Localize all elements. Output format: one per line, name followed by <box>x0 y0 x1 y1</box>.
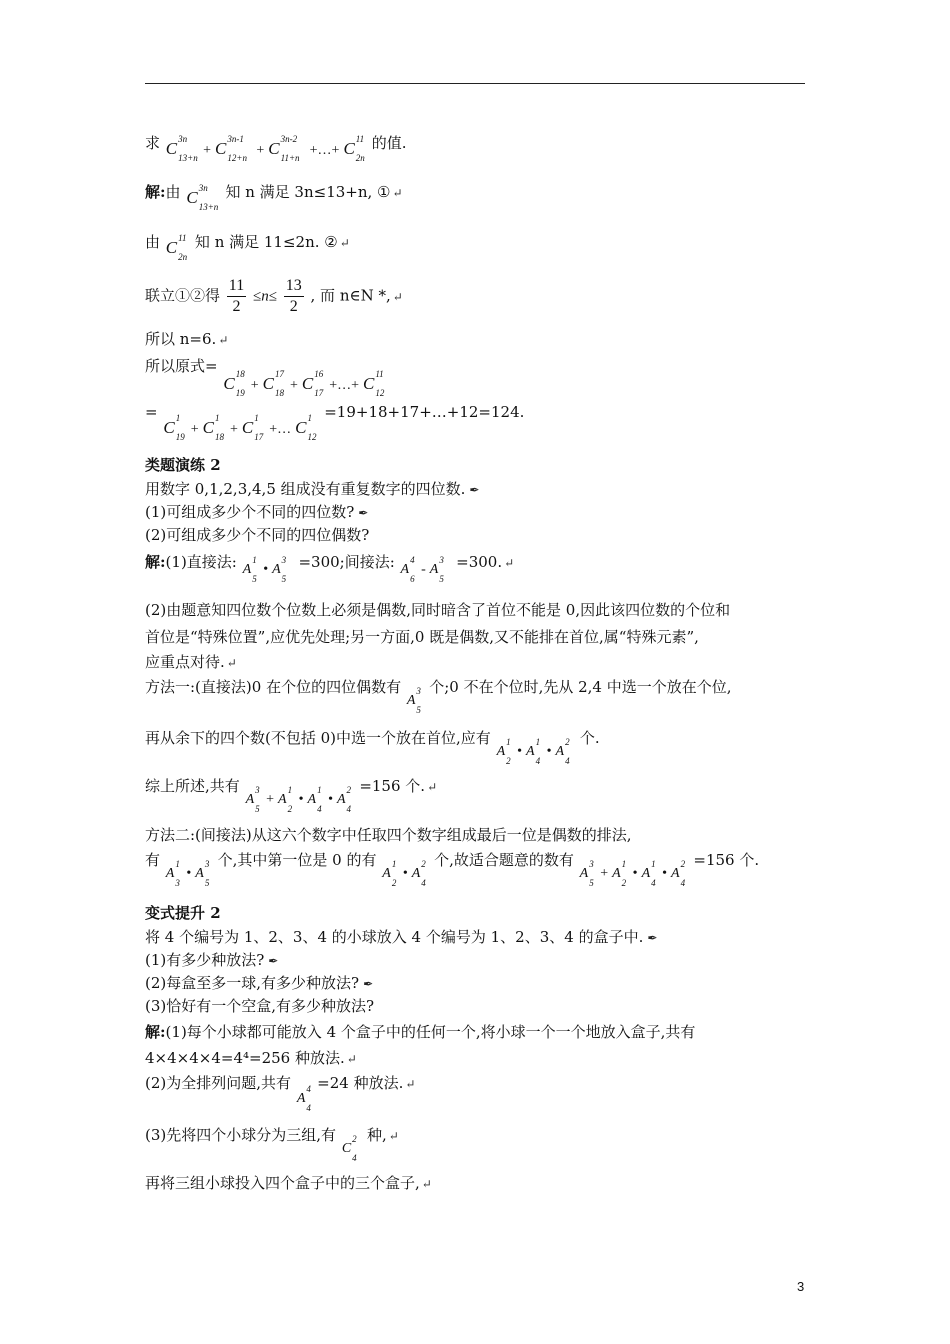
fraction: $\frac{11}{2}$ <box>228 277 245 315</box>
solution-line-6: = C 1 19 + C 1 18 + C 1 17 +… C 1 12 =19+18+17+…+12=124. <box>145 403 525 442</box>
solution-line: (2)为全排列问题,共有 A 4 4 =24 种放法. ↵ <box>145 1074 416 1113</box>
perm-term: A 1 4 <box>641 859 656 888</box>
comb-term: C 3n-2 11+n <box>268 134 300 163</box>
perm-term: A 1 2 <box>278 785 293 814</box>
comb-term: C 3n 13+n <box>165 134 198 163</box>
method-line: 再从余下的四个数(不包括 0)中选一个放在首位,应有 A 1 2 • A 1 4 • A 2 4 个. <box>145 729 600 766</box>
solution-line-1: 解:由 C 3n 13+n 知 n 满足 3n≤13+n, ① ↵ <box>145 183 403 212</box>
section-heading: 类题演练 2 <box>145 456 221 474</box>
method-line: 方法一:(直接法)0 在个位的四位偶数有 A 3 5 个;0 不在个位时,先从 2,4 中选一个放在个位, <box>145 678 732 715</box>
page-number: 3 <box>797 1279 805 1294</box>
perm-term: A 1 2 <box>382 859 397 888</box>
question-text: 将 4 个编号为 1、2、3、4 的小球放入 4 个编号为 1、2、3、4 的盒子中. ✒ <box>145 928 658 946</box>
perm-term: A 1 3 <box>165 859 180 888</box>
perm-term: A 1 2 <box>612 859 627 888</box>
perm-term: A 3 5 <box>406 686 421 715</box>
swirl-icon: ✒ <box>268 954 279 968</box>
perm-term: A 3 5 <box>195 859 210 888</box>
perm-term: A 2 4 <box>336 785 352 814</box>
perm-term: A 2 4 <box>411 859 426 888</box>
return-mark-icon: ↵ <box>339 236 350 250</box>
section-heading: 变式提升 2 <box>145 904 221 922</box>
header-rule <box>145 83 805 84</box>
comb-term: C 1 19 <box>163 413 185 442</box>
perm-term: A 1 4 <box>526 737 541 766</box>
comb-term: C 17 18 <box>262 369 284 398</box>
method-line: 有 A 1 3 • A 3 5 个,其中第一位是 0 的有 A 1 2 • A 2 4 个,故适合题意的数有 A 3 5 + A 1 2 • A 1 4 • A 2 4 =156 个. <box>145 851 760 888</box>
comb-term: C 1 12 <box>295 413 317 442</box>
question-text: (2)每盒至多一球,有多少种放法? ✒ <box>145 974 374 992</box>
return-mark-icon: ↵ <box>421 1177 432 1191</box>
problem-prefix: 求 <box>145 134 161 152</box>
swirl-icon: ✒ <box>363 977 374 991</box>
return-mark-icon: ↵ <box>427 780 438 794</box>
return-mark-icon: ↵ <box>218 333 229 347</box>
perm-term: A 3 5 <box>245 785 260 814</box>
perm-term: A 1 2 <box>496 737 511 766</box>
solution-line: 再将三组小球投入四个盒子中的三个盒子, ↵ <box>145 1174 432 1192</box>
comb-term: C 11 2n <box>343 134 365 163</box>
solution-line-3: 联立①②得 $\frac{11}{2}$ ≤n≤ $\frac{13}{2}$ , 而 n∈N *, ↵ <box>145 277 403 315</box>
question-text: 用数字 0,1,2,3,4,5 组成没有重复数字的四位数. ✒ <box>145 480 480 498</box>
question-text: (1)有多少种放法? ✒ <box>145 951 279 969</box>
comb-term: C 2 4 <box>341 1134 357 1163</box>
solution-line: 解:(1)直接法: A 1 5 • A 3 5 =300;间接法: A 4 6 - A 3 5 =300. ↵ <box>145 553 515 584</box>
return-mark-icon: ↵ <box>346 1052 357 1066</box>
perm-term: A 1 4 <box>307 785 322 814</box>
paragraph-line: (2)由题意知四位数个位数上必须是偶数,同时暗含了首位不能是 0,因此该四位数的个位和 <box>145 601 731 619</box>
comb-term: C 1 18 <box>202 413 224 442</box>
problem-line: 求 C 3n 13+n + C 3n-1 12+n + C 3n-2 11+n +…+ C 11 2n 的值. <box>145 134 407 163</box>
perm-term: A 4 4 <box>296 1084 311 1113</box>
comb-term: C 11 12 <box>363 369 385 398</box>
return-mark-icon: ↵ <box>226 656 237 670</box>
swirl-icon: ✒ <box>647 931 658 945</box>
comb-term: C 3n 13+n <box>186 183 219 212</box>
perm-term: A 3 5 <box>429 555 444 584</box>
solution-line: 解:(1)每个小球都可能放入 4 个盒子中的任何一个,将小球一个一个地放入盒子,共有 <box>145 1023 696 1041</box>
swirl-icon: ✒ <box>469 483 480 497</box>
perm-term: A 3 5 <box>272 555 287 584</box>
comb-term: C 18 19 <box>223 369 245 398</box>
swirl-icon: ✒ <box>358 506 369 520</box>
comb-term: C 11 2n <box>165 233 188 262</box>
question-text: (3)恰好有一个空盒,有多少种放法? <box>145 997 375 1015</box>
solution-line-5: 所以原式= C 18 19 + C 17 18 + C 16 17 +…+ C 11 12 <box>145 357 385 398</box>
method-line: 方法二:(间接法)从这六个数字中任取四个数字组成最后一位是偶数的排法, <box>145 826 632 844</box>
perm-term: A 4 6 <box>400 555 415 584</box>
perm-term: A 1 5 <box>242 555 257 584</box>
perm-term: A 2 4 <box>555 737 570 766</box>
return-mark-icon: ↵ <box>392 186 403 200</box>
return-mark-icon: ↵ <box>405 1077 416 1091</box>
paragraph-line: 首位是“特殊位置”,应优先处理;另一方面,0 既是偶数,又不能排在首位,属“特殊元素”, <box>145 628 699 646</box>
question-text: (2)可组成多少个不同的四位偶数? <box>145 526 370 544</box>
paragraph-line: 应重点对待. ↵ <box>145 653 237 671</box>
return-mark-icon: ↵ <box>388 1129 399 1143</box>
solution-line-2: 由 C 11 2n 知 n 满足 11≤2n. ② ↵ <box>145 233 350 262</box>
solution-line: 4×4×4×4=4⁴=256 种放法. ↵ <box>145 1049 357 1067</box>
question-text: (1)可组成多少个不同的四位数? ✒ <box>145 503 369 521</box>
problem-suffix: 的值. <box>371 134 407 152</box>
solution-line: (3)先将四个小球分为三组,有 C 2 4 种, ↵ <box>145 1126 399 1163</box>
perm-term: A 3 5 <box>579 859 594 888</box>
return-mark-icon: ↵ <box>392 289 403 304</box>
perm-term: A 2 4 <box>671 859 686 888</box>
solution-line-4: 所以 n=6. ↵ <box>145 330 229 348</box>
method-line: 综上所述,共有 A 3 5 + A 1 2 • A 1 4 • A 2 4 =156 个. ↵ <box>145 777 438 814</box>
fraction: $\frac{13}{2}$ <box>285 277 302 315</box>
comb-term: C 16 17 <box>301 369 324 398</box>
return-mark-icon: ↵ <box>504 556 515 570</box>
comb-term: C 3n-1 12+n <box>215 134 247 163</box>
comb-term: C 1 17 <box>241 413 264 442</box>
